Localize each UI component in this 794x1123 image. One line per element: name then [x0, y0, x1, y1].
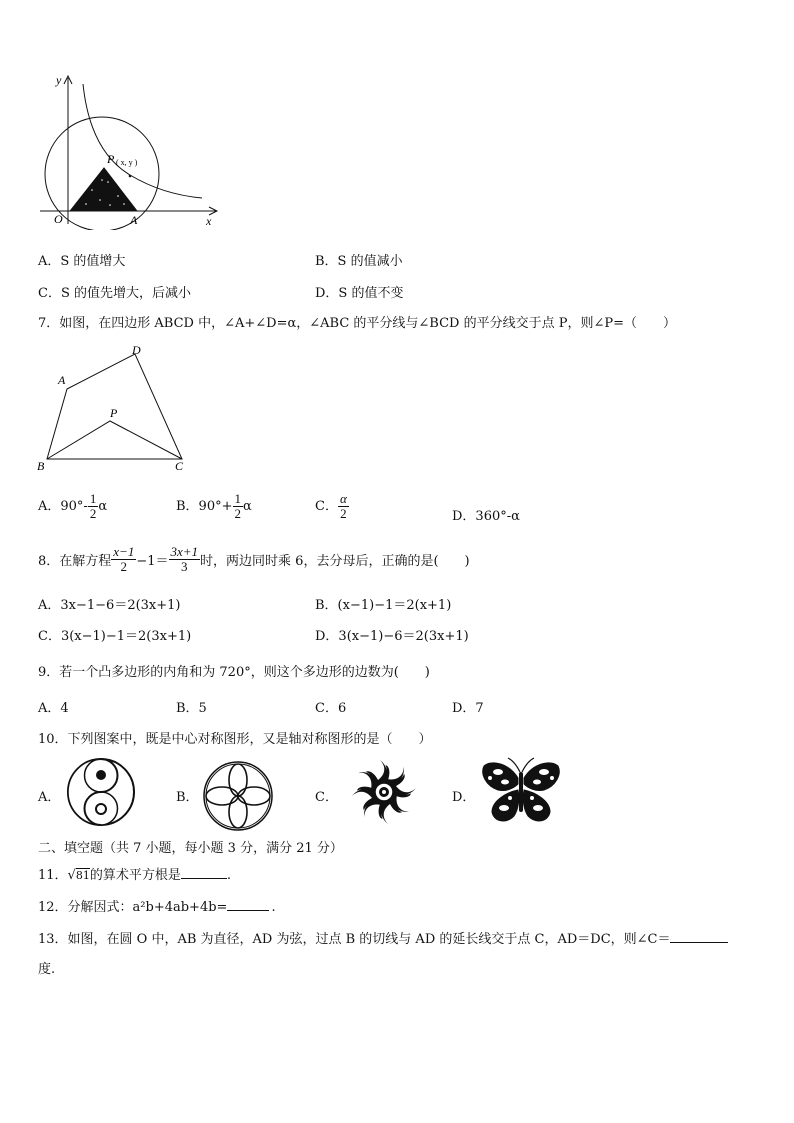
vertex-b-label: B — [37, 459, 45, 473]
q8-fraction-1 — [111, 545, 136, 574]
q13-line1: 13．如图，在圆 O 中，AB 为直径，AD 为弦，过点 B 的切线与 AD 的延长线交于点 C，AD＝DC，则∠C＝ — [38, 932, 671, 947]
fraction-numerator: 1 — [89, 491, 97, 506]
q10-option-d-label: D． — [452, 790, 476, 805]
fraction-denominator: 2 — [340, 506, 347, 521]
fraction-numerator: x−1 — [113, 544, 135, 559]
q10-option-c-label: C． — [315, 790, 338, 805]
q10-option-a-label: A． — [38, 790, 61, 805]
q11-suffix: 的算术平方根是 — [89, 868, 181, 883]
q8-middle: −1＝ — [136, 554, 169, 569]
q7-option-b-prefix: B．90°+ — [176, 499, 233, 514]
point-p-dot — [129, 175, 132, 178]
q11-end: . — [226, 868, 231, 883]
fraction-one-half — [88, 492, 99, 521]
q6-option-a: A．S 的值增大 — [38, 254, 126, 269]
q13-stem-line-1 — [38, 928, 728, 947]
q9-option-b: B．5 — [176, 701, 207, 716]
q7-option-b-suffix: α — [243, 499, 252, 514]
four-petal-flower-icon — [200, 758, 276, 834]
fraction-one-half — [233, 492, 244, 521]
vertex-c-label: C — [175, 459, 184, 473]
q8-stem — [38, 545, 470, 574]
q11-stem — [38, 864, 231, 883]
q12-end: . — [271, 900, 276, 915]
q10-option-b-label: B． — [176, 790, 199, 805]
yin-yang-icon — [64, 755, 138, 829]
pinwheel-flower-icon — [340, 752, 428, 832]
q10-stem: 10．下列图案中，既是中心对称图形，又是轴对称图形的是（ ） — [38, 732, 432, 747]
q11-answer-blank[interactable] — [181, 878, 227, 879]
q7-option-b — [176, 492, 252, 521]
fraction-denominator: 3 — [181, 559, 188, 574]
q11-radicand: 81 — [75, 869, 90, 882]
q12-stem — [38, 896, 276, 915]
q12-answer-blank[interactable] — [227, 910, 269, 911]
q7-option-c — [315, 492, 349, 521]
q8-option-d: D．3(x−1)−6＝2(3x+1) — [315, 629, 469, 644]
q9-option-a: A．4 — [38, 701, 69, 716]
q6-option-b: B．S 的值减小 — [315, 254, 403, 269]
q8-option-b: B．(x−1)−1＝2(x+1) — [315, 598, 452, 613]
vertex-p-label: P — [110, 406, 118, 420]
point-a-label: A — [130, 213, 138, 227]
fraction-alpha-half — [338, 492, 349, 521]
point-p-label: P — [107, 152, 115, 166]
q9-option-c: C．6 — [315, 701, 347, 716]
q7-option-a-suffix: α — [98, 499, 108, 514]
q7-stem: 7．如图，在四边形 ABCD 中，∠A+∠D=α，∠ABC 的平分线与∠BCD 的平分线交于点 P，则∠P=（ ） — [38, 316, 677, 331]
shaded-triangle — [70, 168, 137, 211]
q8-suffix: 时，两边同时乘 6，去分母后，正确的是( ) — [200, 554, 470, 569]
point-p-coords: ( x, y ) — [116, 158, 138, 167]
q6-option-d: D．S 的值不变 — [315, 286, 404, 301]
origin-label: O — [54, 212, 63, 226]
fraction-numerator: 3x+1 — [170, 544, 199, 559]
q7-option-a — [38, 492, 107, 521]
q7-option-c-prefix: C． — [315, 499, 338, 514]
q13-stem-line-2: 度. — [38, 962, 56, 977]
q8-option-a: A．3x−1−6＝2(3x+1) — [38, 598, 181, 613]
q11-prefix: 11． — [38, 868, 68, 883]
sqrt-icon: √ — [67, 868, 76, 883]
q8-fraction-2 — [169, 545, 201, 574]
fraction-denominator: 2 — [234, 506, 241, 521]
q7-figure — [30, 340, 195, 475]
fraction-numerator: 1 — [234, 491, 241, 506]
q6-option-c: C．S 的值先增大，后减小 — [38, 286, 191, 301]
vertex-a-label: A — [58, 373, 66, 387]
y-axis-label: y — [56, 73, 62, 87]
q9-option-d: D．7 — [452, 701, 484, 716]
butterfly-icon — [478, 756, 564, 828]
q8-option-c: C．3(x−1)−1＝2(3x+1) — [38, 629, 192, 644]
fraction-numerator: α — [339, 491, 347, 506]
q13-answer-blank[interactable] — [670, 942, 728, 943]
q8-prefix: 8．在解方程 — [38, 554, 112, 569]
q7-option-a-prefix: A．90°- — [38, 499, 88, 514]
vertex-d-label: D — [132, 343, 141, 357]
fraction-denominator: 2 — [89, 506, 97, 521]
x-axis-label: x — [206, 214, 212, 228]
bisector-lines — [47, 421, 182, 459]
fraction-denominator: 2 — [120, 559, 128, 574]
q9-stem: 9．若一个凸多边形的内角和为 720°，则这个多边形的边数为( ) — [38, 665, 430, 680]
q7-option-d: D．360°-α — [452, 509, 520, 524]
q12-text: 12．分解因式：a²b+4ab+4b= — [38, 900, 228, 915]
section-2-title: 二、填空题（共 7 小题，每小题 3 分，满分 21 分） — [38, 841, 343, 856]
q6-figure — [30, 72, 230, 230]
